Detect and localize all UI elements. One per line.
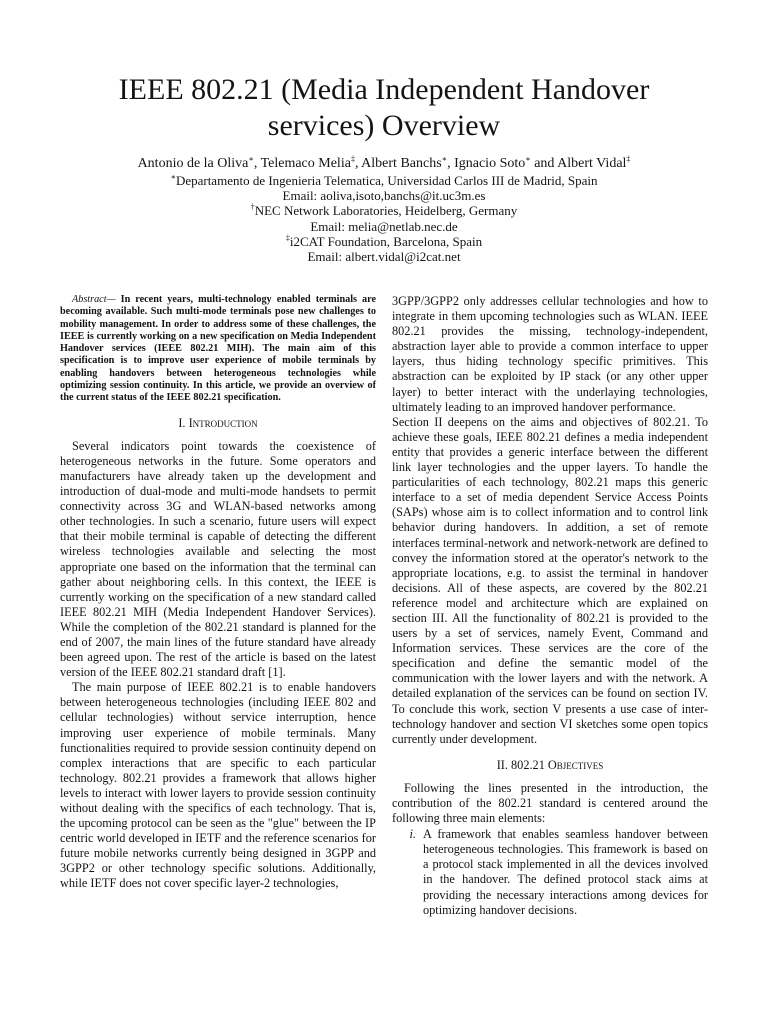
affiliation-email: Email: melia@netlab.nec.de [310, 218, 458, 234]
affiliation-text: NEC Network Laboratories, Heidelberg, Germany [254, 203, 518, 219]
author-separator: , [253, 156, 261, 171]
author-name: Ignacio Soto [454, 156, 526, 171]
affiliation-mark: ‡ [285, 233, 290, 243]
right-column [392, 294, 708, 918]
left-column [60, 294, 376, 892]
author-names [60, 155, 708, 172]
section-heading-objectives: II. 802.21 Objectives [496, 757, 604, 772]
list-item-text: A framework that enables seamless handover between heterogeneous technologies. This framework is based on a protocol stack implemented in all the devices involved in the handover. The defined protocol stack aims at providing the necessary interactions among devices for optimizing handover decisions. [423, 827, 708, 917]
affiliation-email: Email: albert.vidal@i2cat.net [307, 249, 461, 265]
affiliation-mark: † [250, 203, 255, 213]
abstract-text: In recent years, multi-technology enabled terminals are becoming available. Such multi-mode terminals pose new challenges to mobility management. In order to address some of these challenges, the IEEE is currently working on a new specification on Media Independent Handover services (IEEE 802.21 MIH). The main aim of this specification is to improve user experience of mobile terminals by enabling handovers between heterogeneous technologies while optimizing session continuity. In this article, we provide an overview of the current status of the IEEE 802.21 specification. [60, 294, 376, 404]
affiliation-text: Departamento de Ingenieria Telematica, Universidad Carlos III de Madrid, Spain [175, 173, 598, 188]
author-name: Albert Banchs [361, 156, 442, 171]
abstract-lead: Abstract— [72, 294, 116, 305]
affiliation-line [60, 203, 708, 218]
paper-title: IEEE 802.21 (Media Independent Handover services) Overview [118, 73, 650, 142]
affiliation-text: i2CAT Foundation, Barcelona, Spain [289, 233, 483, 249]
author-mark: ∗ [248, 154, 254, 164]
author-mark: ∗ [441, 154, 448, 164]
author-mark: ‡ [626, 154, 631, 164]
paragraph: Following the lines presented in the introduction, the contribution of the 802.21 standard is centered around the following three main elements: [392, 780, 708, 826]
affiliation-line [60, 219, 708, 234]
paragraph: The main purpose of IEEE 802.21 is to enable handovers between heterogeneous technologies (including IEEE 802 and cellular technologies) without service interruption, hence improving user experience of mobile terminals. Many functionalities required to provide session continuity depend on complex interactions that are specific to each particular technology. 802.21 provides a framework that allows higher levels to interact with lower layers to provide session continuity without dealing with the specifics of each technology. That is, the upcoming protocol can be seen as the "glue" between the IP centric world developed in IETF and the reference scenarios for future mobile networks currently being designed in 3GPP and 3GPP2 or other technology specific solutions. Additionally, while IETF does not cover specific layer-2 technologies, [60, 680, 376, 891]
author-mark: ‡ [350, 154, 355, 164]
affiliation-line [60, 173, 708, 188]
author-name: Antonio de la Oliva [137, 156, 249, 171]
author-separator: , [354, 156, 362, 171]
author-name: Telemaco Melia [260, 156, 351, 171]
list-marker: i. [409, 827, 416, 842]
author-block [60, 155, 708, 264]
abstract [60, 294, 376, 405]
affiliation-line [60, 234, 708, 249]
section-heading-introduction: I. Introduction [178, 415, 258, 430]
paragraph: Several indicators point towards the coexistence of heterogeneous networks in the future. Some operators and manufacturers have already taken up the development and introduction of dual-mode and multi-mode handsets to permit connectivity across 3G and WLAN-based networks among other technologies. In such a scenario, future users will expect that their mobile terminal is capable of detecting the different wireless technologies available and selecting the most appropriate one based on the information that the terminal can gather about neighboring cells. In this context, the IEEE is currently working on the specification of a new standard called IEEE 802.21 MIH (Media Independent Handover Services). While the completion of the 802.21 standard is planned for the end of 2007, the main lines of the future standard have already been agreed upon. The rest of the article is based on the latest version of the IEEE 802.21 standard draft [1]. [60, 438, 376, 680]
affiliation-mark: ∗ [170, 172, 176, 182]
paragraph: 3GPP/3GPP2 only addresses cellular technologies and how to integrate in them upcoming technologies such as WLAN. IEEE 802.21 provides the missing, technology-independent, abstraction layer able to provide a common interface to upper layers, thus hiding technology specific primitives. This abstraction can be exploited by IP stack (or any other upper layer) to better interact with the underlaying technologies, ultimately leading to an improved handover performance. [392, 294, 708, 414]
author-mark: ∗ [525, 154, 531, 164]
author-name: Albert Vidal [557, 156, 627, 171]
author-separator: and [530, 156, 558, 171]
affiliation-email: Email: aoliva,isoto,banchs@it.uc3m.es [282, 188, 486, 204]
affiliation-line [60, 188, 708, 203]
list-item [392, 827, 708, 918]
paragraph: Section II deepens on the aims and objectives of 802.21. To achieve these goals, IEEE 802.21 defines a media independent entity that provides a generic interface between the different link layer technologies and the upper layers. To handle the particularities of each technology, 802.21 maps this generic interface to a set of media dependent Service Access Points (SAPs) whose aim is to collect information and to control link behavior during handovers. In addition, a set of remote interfaces terminal-network and network-network are defined to convey the information stored at the operator's network to the appropriate locations, e.g. to assist the terminal in handover decisions. All of these aspects, are covered by the 802.21 reference model and architecture which are explained on section III. All the functionality of 802.21 is provided to the users by a set of services, namely Event, Command and Information services. These services are the core of the specification and define the semantic model of the communication with the lower layers and with the network. A detailed explanation of the services can be found on section IV. To conclude this work, section V presents a use case of inter-technology handover and section VI sketches some open topics currently under development. [392, 414, 708, 746]
objectives-list [392, 827, 708, 918]
affiliation-line [60, 249, 708, 264]
author-separator: , [447, 156, 455, 171]
